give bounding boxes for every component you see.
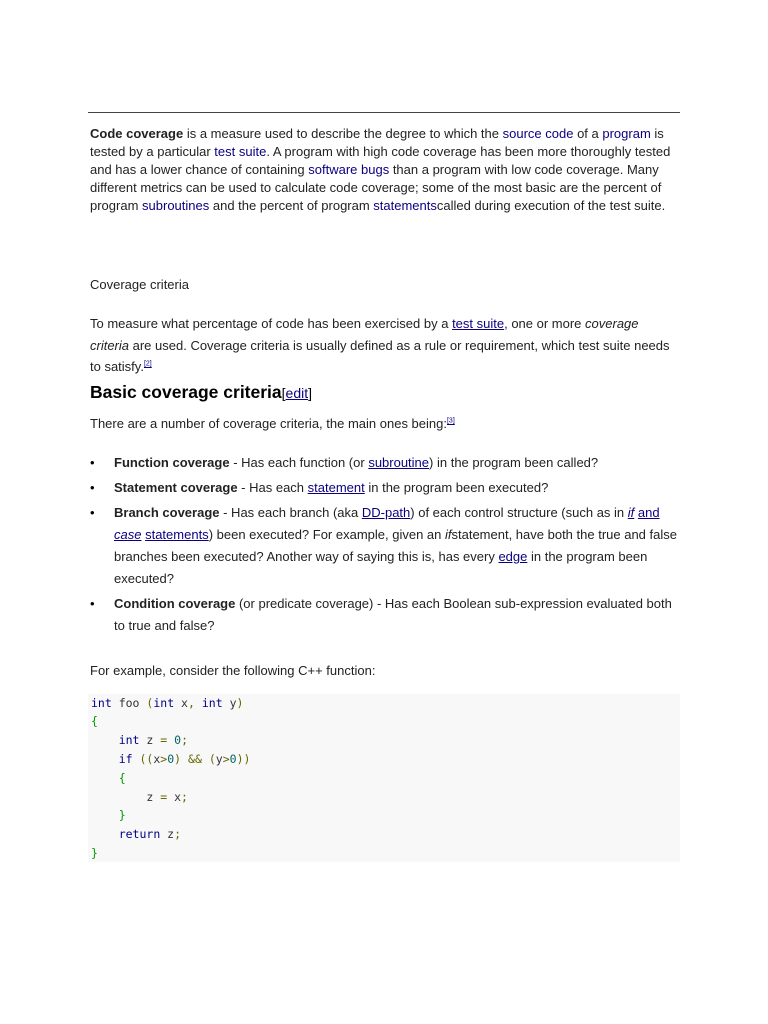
link-software-bugs[interactable]: software bugs [308, 162, 390, 177]
measure-text-3: are used. Coverage criteria is usually defined as a rule or requirement, which test suite needs to satisfy. [90, 337, 670, 374]
link-program[interactable]: program [602, 126, 651, 141]
example-intro: For example, consider the following C++ function: [90, 663, 376, 678]
bullet-marker: • [90, 596, 95, 611]
link-test-suite-2[interactable]: test suite [452, 316, 505, 331]
code-identifier: x [174, 696, 188, 710]
code-identifier: x [153, 752, 161, 766]
code-punct: = [160, 733, 168, 747]
code-identifier: z [139, 733, 161, 747]
code-keyword: int [201, 696, 223, 710]
list-item-branch-coverage [90, 502, 680, 590]
code-indent [91, 733, 119, 747]
measure-text-2: , one or more [504, 316, 586, 331]
code-brace: { [91, 714, 98, 728]
statement-text-1: - Has each [237, 480, 308, 495]
code-line-4 [91, 750, 250, 768]
reference-3[interactable]: [3] [446, 417, 455, 425]
criteria-intro [90, 414, 680, 434]
code-line-6 [91, 788, 188, 806]
intro-text-2: of a [573, 126, 603, 141]
code-punct: ( [146, 696, 154, 710]
term-statement-coverage: Statement coverage [114, 480, 238, 495]
code-keyword: int [153, 696, 175, 710]
code-punct: > [222, 752, 230, 766]
term-code-coverage: Code coverage [90, 126, 184, 141]
code-identifier: y [215, 752, 223, 766]
coverage-criteria-heading: Coverage criteria [90, 277, 189, 292]
code-indent [91, 790, 146, 804]
term-condition-coverage: Condition coverage [114, 596, 236, 611]
code-number: 0 [174, 733, 182, 747]
link-statements[interactable]: statements [373, 198, 437, 213]
code-punct: && [181, 752, 209, 766]
code-punct: ; [174, 827, 182, 841]
code-punct: ( [208, 752, 216, 766]
code-block [88, 694, 680, 862]
bullet-marker: • [90, 505, 95, 520]
heading-title: Basic coverage criteria [90, 382, 282, 402]
measure-paragraph [90, 313, 680, 378]
code-punct: = [160, 790, 168, 804]
horizontal-rule [88, 112, 680, 113]
code-space [195, 696, 202, 710]
statement-text-2: in the program been executed? [364, 480, 549, 495]
code-indent [91, 808, 119, 822]
code-punct: ) [174, 752, 182, 766]
code-line-2 [91, 712, 98, 730]
bullet-marker: • [90, 480, 95, 495]
edit-bracket-close: ] [308, 385, 313, 401]
criteria-intro-text: There are a number of coverage criteria, the main ones being: [90, 416, 447, 431]
code-number: 0 [229, 752, 237, 766]
code-line-1 [91, 694, 243, 712]
code-identifier: z [160, 827, 175, 841]
branch-text-1: - Has each branch (aka [219, 505, 362, 520]
list-item-condition-coverage [90, 593, 680, 637]
code-punct: ) [236, 696, 244, 710]
code-punct: > [160, 752, 168, 766]
link-case-text: case [114, 527, 142, 542]
intro-paragraph [90, 125, 680, 215]
intro-text-5: than a program with low code coverage. Many different metrics can be used to calculate code coverage; some of the most basic are the percent of program [90, 162, 662, 213]
intro-text-4: . A program with high code coverage has been more thoroughly tested and has a lower chance of containing [90, 144, 671, 177]
code-line-8 [91, 825, 181, 843]
code-brace: } [91, 846, 98, 860]
code-punct: ; [181, 790, 188, 804]
code-keyword: return [118, 827, 161, 841]
code-line-7 [91, 806, 126, 824]
code-indent [91, 752, 119, 766]
code-punct: )) [236, 752, 251, 766]
code-line-3 [91, 731, 188, 749]
function-text-1: - Has each function (or [229, 455, 369, 470]
code-space [133, 752, 140, 766]
link-source-code[interactable]: source code [502, 126, 574, 141]
list-item-function-coverage [90, 452, 680, 474]
edit-link[interactable]: edit [285, 385, 309, 401]
edit-bracket-open: [ [281, 385, 286, 401]
code-indent [91, 771, 119, 785]
branch-text-7: statement, have both the true and false branches been executed? Another way of saying this is, has every [114, 527, 677, 564]
intro-text-3: is tested by a particular [90, 126, 664, 159]
code-indent [91, 827, 119, 841]
code-identifier: x [167, 790, 182, 804]
basic-coverage-criteria-heading [90, 380, 312, 405]
link-statement[interactable]: statement [307, 480, 365, 495]
function-text-2: ) in the program been called? [429, 455, 599, 470]
code-brace: { [118, 771, 126, 785]
branch-text-6: ) been executed? For example, given an [208, 527, 445, 542]
link-test-suite[interactable]: test suite [214, 144, 267, 159]
code-punct: , [187, 696, 195, 710]
intro-text-1: is a measure used to describe the degree to which the [183, 126, 503, 141]
em-coverage-criteria: coverage criteria [90, 316, 639, 353]
intro-text-6: and the percent of program [209, 198, 374, 213]
link-subroutine[interactable]: subroutine [368, 455, 430, 470]
code-keyword: int [118, 733, 140, 747]
condition-text-1: (or predicate coverage) - Has each Boolean sub-expression evaluated both to true and false? [114, 596, 672, 633]
link-statements-2[interactable]: statements [145, 527, 209, 542]
code-keyword: if [118, 752, 133, 766]
link-dd-path[interactable]: DD-path [361, 505, 411, 520]
term-branch-coverage: Branch coverage [114, 505, 220, 520]
coverage-criteria-list [90, 452, 680, 640]
code-identifier: foo [111, 696, 147, 710]
code-identifier: z [146, 790, 161, 804]
reference-2[interactable]: [2] [143, 360, 152, 368]
em-if: if [445, 527, 452, 542]
link-edge[interactable]: edge [498, 549, 528, 564]
bullet-marker: • [90, 455, 95, 470]
code-punct: ; [181, 733, 189, 747]
code-identifier: y [222, 696, 237, 710]
code-line-5 [91, 769, 126, 787]
branch-text-2: ) of each control structure (such as in [410, 505, 628, 520]
code-punct: (( [139, 752, 154, 766]
list-item-statement-coverage [90, 477, 680, 499]
intro-text-7: called during execution of the test suite. [436, 198, 666, 213]
term-function-coverage: Function coverage [114, 455, 230, 470]
code-brace: } [118, 808, 126, 822]
code-number: 0 [167, 752, 175, 766]
branch-text-8: in the program been executed? [114, 549, 648, 586]
code-line-9 [91, 844, 98, 862]
code-keyword: int [91, 696, 112, 710]
link-subroutines[interactable]: subroutines [142, 198, 210, 213]
measure-text-1: To measure what percentage of code has been exercised by a [90, 316, 453, 331]
link-case[interactable] [114, 527, 141, 542]
link-if-text: if [627, 505, 635, 520]
link-and[interactable]: and [637, 505, 660, 520]
